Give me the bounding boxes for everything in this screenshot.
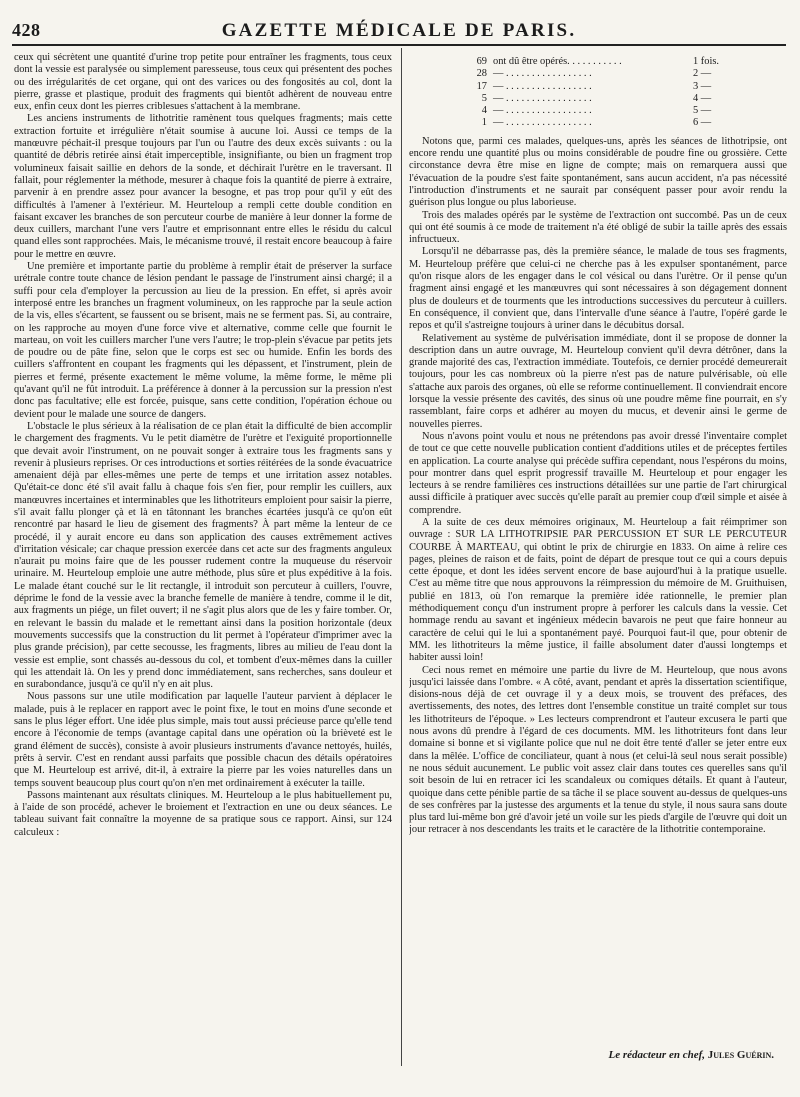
- case-ops: 6 —: [693, 117, 712, 129]
- case-label: — . . . . . . . . . . . . . . . . .: [493, 80, 592, 92]
- case-ops: 3 —: [693, 80, 712, 92]
- signature-label: Le rédacteur en chef,: [608, 1049, 705, 1061]
- paragraph: L'obstacle le plus sérieux à la réalisation de ce plan était la difficulté de bien accomplir le chargement des fragments. Vu le petit diamètre de l'urètre et l'exiguité proportionnelle que devait avoir l'instrument, on ne pouvait songer à extraire tous les fragments sans y revenir à plusieurs reprises. Or ces introductions et sorties réitérées de la sonde évacuatrice amenaient déjà par elles-mêmes une perte de temps et une irritation assez notables. Qu'était-ce donc été s'il avait fallu à chaque fois s'en fier, pour remplir les cuillers, aux manœuvres incertaines et interminables que les lithotriteurs emploient pour saisir la pierre, s'il avait fallu plonger çà et là en tâtonnant les branches écartées jusqu'à ce qu'on eût rencontré par hasard le lieu de gisement des fragments? À part même la lenteur de ce procédé, il y aurait encore eu dans son application des causes extrêmement actives d'irritation vésicale; car chaque pression exercée dans cet acte sur des fragments anguleux n'aurait pu moins faire que de les pousser rudement contre la muqueuse du réservoir urinaire. M. Heurteloup emploie une autre méthode, plus sûre et plus expéditive à la fois. Le malade étant couché sur le lit rectangle, il introduit son percuteur à cuillers, l'ouvre, déprime le fond de la vessie avec la branche femelle de manière à tendre, comme il le dit, aux fragments un piége, un filet ouvert; il ne s'agit plus alors que de les y faire tomber. Or, en relevant le bassin du malade et le remettant ainsi dans la position horizontale (deux mouvements successifs que la construction du lit permet à l'opérateur d'imprimer avec la plus grande précision), par cette secousse, les fragments, libres au milieu de l'eau dont la vessie est emplie, sont chassés au-dessous du col, et tombent d'eux-mêmes dans la cuiller qui les attendait là. On les y prend donc immédiatement, sans recherches, sans douleur et en surabondance, jusqu'à ce qu'il n'y en ait plus.: [14, 420, 392, 691]
- header-rule: [12, 44, 786, 46]
- right-paragraphs: [409, 136, 787, 837]
- case-row: [469, 93, 787, 105]
- paragraph: A la suite de ces deux mémoires originaux, M. Heurteloup a fait réimprimer son ouvrage : SUR LA LITHOTRIPSIE PAR PERCUSSION ET SUR LE PERCUTEUR COURBE À MARTEAU, qui obtint le prix de chirurgie en 1833. On aime à relire ces pages, pleines de raison et de faits, point de départ de presque tout ce qui a cours depuis cette époque, et dont les idées servent encore de base aujourd'hui à la pratique usuelle. C'est au même titre que nous approuvons la réimpression du mémoire de M. Gruithuisen, publié en 1813, où l'on remarque la première idée rationnelle, le premier plan méthodiquement conçu d'un instrument propre à perforer les calculs dans la vessie. Cet hommage rendu au savant et ingénieux médecin bavarois ne peut que faire honneur au caractère de celui qui le lui a spontanément payé. Pourquoi faut-il que, pour obtenir de MM. les lithotriteurs la même justice, il faille absolument dater d'aussi longtemps et habiter aussi loin!: [409, 516, 787, 664]
- paragraph: Une première et importante partie du problème à remplir était de préserver la surface urétrale contre toute chance de lésion pendant le passage de l'instrument ainsi chargé; il a suffi pour cela d'employer la percussion au lieu de la pression. En effet, si après avoir interposé entre les branches un fragment volumineux, on les rapproche par la seule action de la vis, elles s'écartent, se faussent ou se brisent, mais ne se ferment pas. Si, au contraire, on les rapproche au moyen d'une force vive et alternative, comme celle que fournit le marteau, on voit les cuillers marcher l'une vers l'autre; le trop-plein s'évacue par petits jets de poudre ou de pâte fine, selon que le corps est sec ou humide. Enfin les bords des cuillers s'affrontent en coupant les fragments qui les dépassent, et l'instrument, plein de pierres et fermé, présente exactement le même volume, la même forme, le même pli qu'avant qu'il ne fût introduit. La préférence à donner à la percussion sur la pression n'est donc pas facultative; elle est forcée, puisque, sans cette condition, l'opération échoue ou devient pour le malade une source de dangers.: [14, 261, 392, 420]
- paragraph: Ceci nous remet en mémoire une partie du livre de M. Heurteloup, que nous avons jusqu'ici laissée dans l'ombre. « A côté, avant, pendant et après la dissertation scientifique, disions-nous déjà de cet ouvrage il y a deux mois, se trouvent des préfaces, des avertissements, des notes, des lettres dont l'ensemble constitue un traité complet sur tous les lithotriteurs de l'époque. » Les lecteurs comprendront et l'auteur excusera le parti que nous avons dû prendre à l'égard de ces documents. MM. les lithotriteurs font dans leur domaine si bonne et si vigilante police que nul ne doit être tenté d'aller se jeter entre eux dans la mêlée. L'office de conciliateur, quant à nous (et celui-là seul nous serait possible) ne nous séduit aucunement. Le public voit assez clair dans toutes ces querelles sans qu'il soit besoin de lui en retracer ici les scandaleux ou comiques détails. Et quant à l'auteur, quoique dans cette pénible partie de sa tâche il se place souvent au-dessus de quelques-uns de ses confrères par la justesse des arguments et la tenue du style, il nous saura sans doute plus tard lui-même bon gré d'avoir jeté un voile sur les pieds d'argile de l'œuvre qui doit un jour retracer à nos descendants les traits et le caractère de la lithotritie contemporaine.: [409, 664, 787, 836]
- case-label: — . . . . . . . . . . . . . . . . .: [493, 92, 592, 104]
- right-column: [409, 52, 787, 1092]
- column-divider: [401, 48, 402, 1066]
- paragraph: ceux qui sécrètent une quantité d'urine trop petite pour entraîner les fragments, tous ceux dont la vessie est paralysée ou simplement paresseuse, tous ceux qui présentent des poches ou des irrégularités de cet organe, qui ont des varices ou des fongosités au col, dont la pierre, grasse et plastique, produit des fragments qui bientôt adhèrent de nouveau entre eux, enfin ceux dont les pierres criblesues s'attachent à la membrane.: [14, 52, 392, 113]
- paragraph: Les anciens instruments de lithotritie ramènent tous quelques fragments; mais cette extraction fortuite et irrégulière n'était soumise à aucune loi. Aussi ce temps de la manœuvre péchait-il presque toujours par l'un ou l'autre des deux excès suivants : ou la quantité de débris retirée ainsi était imperceptible, insignifiante, ou bien un fragment trop volumineux faisait saillie en dehors de la sonde, et déchirait l'urètre en le traversant. Il fallait, pour réglementer la méthode, mesurer à chaque fois la quantité de pierre à extraire, parvenir à en prendre assez pour avancer la besogne, et pas trop pour qu'il y eût des difficultés à l'amener à l'extérieur. M. Heurteloup a rempli cette double condition en faisant excaver les branches de son percuteur courbe de manière à leur donner la forme de deux cuillers, marchant l'une vers l'autre et emprisonnant entre elles le résidu du calcul quand elles sont rapprochées. Mais, le mécanisme trouvé, il restait encore beaucoup à faire pour le mettre en œuvre.: [14, 113, 392, 260]
- case-row: [469, 81, 787, 93]
- case-label: — . . . . . . . . . . . . . . . . .: [493, 117, 592, 129]
- case-count: 69: [476, 56, 487, 67]
- paragraph: Nous n'avons point voulu et nous ne prétendons pas avoir dressé l'inventaire complet de tout ce que cette nouvelle publication contient d'additions utiles et de préceptes fertiles en application. La courte analyse qui précède suffira cependant, nous l'espérons du moins, pour montrer dans quel esprit progressif travaille M. Heurteloup et pour engager les lecteurs à se rendre familières ces instructions détaillées sur une partie de l'art chirurgical aussi difficile à pratiquer avec succès qu'elle paraît au premier coup d'œil simple et aisée à comprendre.: [409, 430, 787, 516]
- case-ops: 4 —: [693, 92, 712, 104]
- left-column: [14, 52, 392, 1092]
- page-header: [12, 8, 786, 42]
- case-ops: 2 —: [693, 68, 712, 80]
- case-row: [469, 117, 787, 129]
- paragraph: Passons maintenant aux résultats cliniques. M. Heurteloup a le plus habituellement pu, à l'aide de son procédé, achever le broiement et l'extraction en une ou deux séances. Le tableau suivant fait connaître la moyenne de sa pratique sous ce rapport. Ainsi, sur 124 calculeux :: [14, 789, 392, 838]
- journal-title: GAZETTE MÉDICALE DE PARIS.: [221, 20, 577, 41]
- paragraph: Relativement au système de pulvérisation immédiate, dont il se propose de donner la description dans un autre ouvrage, M. Heurteloup convient qu'il devra détrôner, dans la grande majorité des cas, l'extraction immédiate. Toutefois, ce dernier procédé demeurerait toujours, pour les cas nombreux où la pierre n'est pas de nature pulvérisable, où elle s'attache aux parois des organes, où elle se reforme continuellement. Il conviendrait encore lorsque la vessie présente des cavités, des sinus où une poudre même fine pourrait, en s'y rassemblant, faire corps et adhérer au moyen du mucus, et devenir ainsi le germe de nouvelles pierres.: [409, 332, 787, 430]
- case-row: [469, 68, 787, 80]
- editor-signature: [608, 1049, 774, 1061]
- case-count: 17: [476, 80, 487, 92]
- case-count: 1: [481, 117, 487, 129]
- case-count: 28: [476, 68, 487, 80]
- case-label: — . . . . . . . . . . . . . . . . .: [493, 68, 592, 80]
- case-label: ont dû être opérés. . . . . . . . . . .: [493, 56, 622, 67]
- cases-table: [469, 56, 787, 130]
- case-row: [469, 105, 787, 117]
- paragraph: Trois des malades opérés par le système de l'extraction ont succombé. Pas un de ceux qui ont été soumis à ce mode de traitement n'a été obligé de subir la taille après des essais infructueux.: [409, 209, 787, 246]
- paragraph: Nous passons sur une utile modification par laquelle l'auteur parvient à déplacer le malade, puis à le replacer en rapport avec le point fixe, le tout en moins d'une seconde et sans le plus léger effort. Une idée plus simple, mais tout aussi précieuse parce qu'elle tend encore à l'économie de temps (avantage capital dans une opération où la brièveté est le grand élément de succès), consiste à avoir plusieurs instruments d'avance nettoyés, huilés, prêts à servir. C'est en rendant aussi parfaits que possible chacun des détails opératoires que M. Heurteloup est arrivé, dit-il, à extraire la pierre par les voies naturelles dans un temps souvent beaucoup plus court qu'on n'en met ordinairement à exécuter la taille.: [14, 691, 392, 789]
- case-ops: 1 fois.: [693, 56, 719, 67]
- case-count: 5: [481, 92, 487, 104]
- paragraph: Notons que, parmi ces malades, quelques-uns, après les séances de lithotripsie, ont encore rendu une quantité plus ou moins considérable de poudre fine ou grossière. Cette circonstance devra être mise en ligne de compte; mais on remarquera aussi que l'évacuation de la poudre s'est faite spontanément, sans aucun accident, n'a pas nécessité l'introduction d'instruments et ne saurait par conséquent passer pour avoir rendu la guérison plus longue ou plus laborieuse.: [409, 135, 787, 209]
- case-ops: 5 —: [693, 105, 712, 117]
- case-row: [469, 56, 787, 68]
- page-number: 428: [12, 20, 41, 40]
- editor-name: Jules Guérin.: [707, 1049, 774, 1061]
- paragraph: Lorsqu'il ne débarrasse pas, dès la première séance, le malade de tous ses fragments, M. Heurteloup préfère que celui-ci ne cherche pas à les expulser spontanément, parce qu'on risque alors de les engager dans le col vésical ou dans l'urètre. Or il pense qu'un fragment ainsi engagé et les manœuvres qui sont nécessaires à son dégagement donnent plus de douleurs et de tourments que les introductions successives du percuteur à cuillers. En conséquence, il convient que, dans l'intervalle d'une séance à l'autre, l'opéré garde le repos et qu'il s'astreigne toujours à uriner dans le décubitus dorsal.: [409, 246, 787, 332]
- case-count: 4: [481, 105, 487, 117]
- case-label: — . . . . . . . . . . . . . . . . .: [493, 105, 592, 117]
